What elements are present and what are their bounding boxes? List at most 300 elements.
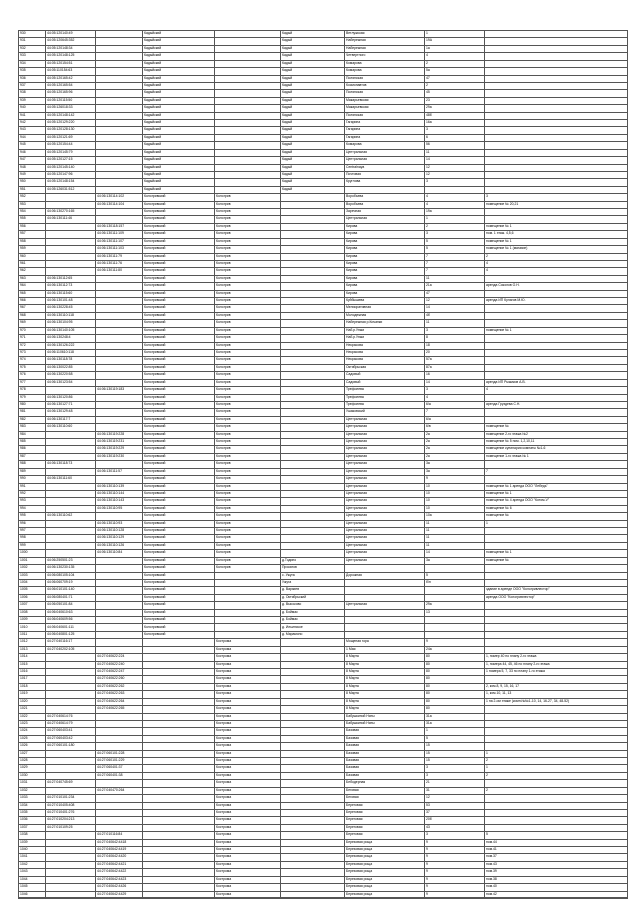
town-cell: Кологрив: [214, 342, 280, 349]
note-cell: 5: [484, 831, 628, 838]
premises-cadastral-cell: [95, 742, 142, 749]
town-cell: Кострома: [214, 742, 280, 749]
house-number-cell: 9: [424, 839, 484, 846]
row-number-cell: 930: [18, 30, 45, 37]
district-cell: [142, 698, 214, 705]
premises-cadastral-cell: 44:27:040622:260: [95, 675, 142, 682]
settlement-cell: Кадый: [280, 186, 344, 193]
town-cell: Кострома: [214, 661, 280, 668]
district-cell: Кологривский: [142, 453, 214, 460]
cadastral-number-cell: 44:05:120645:352: [45, 37, 95, 44]
note-cell: [484, 75, 628, 82]
settlement-cell: [280, 475, 344, 482]
settlement-cell: [280, 319, 344, 326]
row-number-cell: 1008: [18, 609, 45, 616]
house-number-cell: б/н: [424, 579, 484, 586]
street-cell: Базовая: [344, 735, 424, 742]
note-cell: [484, 104, 628, 111]
town-cell: Кологрив: [214, 349, 280, 356]
house-number-cell: 31: [424, 787, 484, 794]
premises-cadastral-cell: [95, 586, 142, 593]
cadastral-number-cell: 44:05:120145:79: [45, 149, 95, 156]
district-cell: [142, 794, 214, 801]
street-cell: Центральная: [344, 460, 424, 467]
street-cell: 8 Марта: [344, 675, 424, 682]
row-number-cell: 937: [18, 82, 45, 89]
house-number-cell: 29а: [424, 601, 484, 608]
district-cell: [142, 653, 214, 660]
house-number-cell: 21а: [424, 282, 484, 289]
settlement-cell: [280, 668, 344, 675]
district-cell: Кологривский: [142, 609, 214, 616]
district-cell: Кологривский: [142, 275, 214, 282]
note-cell: пом.40: [484, 883, 628, 890]
premises-cadastral-cell: [95, 282, 142, 289]
house-number-cell: 3: [424, 772, 484, 779]
district-cell: Кологривский: [142, 579, 214, 586]
note-cell: 1 номера 5, 7, 33 по плану 1-го этажа: [484, 668, 628, 675]
house-number-cell: 2: [424, 82, 484, 89]
premises-cadastral-cell: [95, 720, 142, 727]
note-cell: [484, 408, 628, 415]
row-number-cell: 981: [18, 408, 45, 415]
town-cell: Кологрив: [214, 431, 280, 438]
settlement-cell: Кадый: [280, 164, 344, 171]
note-cell: [484, 141, 628, 148]
premises-cadastral-cell: 44:06:130111:109: [95, 230, 142, 237]
district-cell: [142, 742, 214, 749]
district-cell: Кологривский: [142, 616, 214, 623]
premises-cadastral-cell: 44:06:130110:95: [95, 505, 142, 512]
house-number-cell: 5: [424, 572, 484, 579]
row-number-cell: 1010: [18, 624, 45, 631]
cadastral-number-cell: 44:06:010101:140: [45, 586, 95, 593]
row-number-cell: 990: [18, 475, 45, 482]
row-number-cell: 992: [18, 490, 45, 497]
district-cell: Кадыйский: [142, 141, 214, 148]
settlement-cell: [280, 215, 344, 222]
district-cell: Кологривский: [142, 401, 214, 408]
district-cell: [142, 853, 214, 860]
row-number-cell: 949: [18, 171, 45, 178]
house-number-cell: 80: [424, 690, 484, 697]
town-cell: Кострома: [214, 698, 280, 705]
house-number-cell: 10: [424, 490, 484, 497]
cadastral-number-cell: 44:05:120147:96: [45, 171, 95, 178]
cadastral-number-cell: [45, 868, 95, 875]
district-cell: Кадыйский: [142, 186, 214, 193]
settlement-cell: [280, 193, 344, 200]
settlement-cell: [280, 275, 344, 282]
premises-cadastral-cell: [95, 557, 142, 564]
town-cell: [214, 178, 280, 185]
town-cell: [214, 52, 280, 59]
house-number-cell: 80: [424, 653, 484, 660]
cadastral-number-cell: 44:05:120165:96: [45, 89, 95, 96]
street-cell: Куйбышева: [344, 297, 424, 304]
premises-cadastral-cell: 44:27:040622:240: [95, 661, 142, 668]
town-cell: Кологрив: [214, 453, 280, 460]
street-cell: Березовая роща: [344, 846, 424, 853]
premises-cadastral-cell: [95, 779, 142, 786]
premises-cadastral-cell: 44:27:040642:4418: [95, 839, 142, 846]
street-cell: Космонавтов: [344, 82, 424, 89]
premises-cadastral-cell: [95, 356, 142, 363]
house-number-cell: 7: [424, 408, 484, 415]
house-number-cell: 11: [424, 534, 484, 541]
street-cell: Дорожная: [344, 572, 424, 579]
district-cell: [142, 839, 214, 846]
row-number-cell: 947: [18, 156, 45, 163]
settlement-cell: д. Варзиев: [280, 586, 344, 593]
house-number-cell: 9: [424, 876, 484, 883]
street-cell: [344, 186, 424, 193]
row-number-cell: 1003: [18, 572, 45, 579]
town-cell: Кострома: [214, 735, 280, 742]
cadastral-number-cell: 44:06:080105:104: [45, 572, 95, 579]
cadastral-number-cell: 44:06:130104:95: [45, 319, 95, 326]
street-cell: Набережная р.Кичанки: [344, 319, 424, 326]
town-cell: Кострома: [214, 861, 280, 868]
note-cell: [484, 156, 628, 163]
town-cell: [214, 30, 280, 37]
house-number-cell: 5: [424, 735, 484, 742]
row-number-cell: 1031: [18, 779, 45, 786]
house-number-cell: 45: [424, 89, 484, 96]
cadastral-number-cell: 44:06:130110:60: [45, 423, 95, 430]
town-cell: Кострома: [214, 883, 280, 890]
note-cell: помещение № 5 пом. 1,2,10,11: [484, 438, 628, 445]
town-cell: Кострома: [214, 831, 280, 838]
house-number-cell: 47: [424, 75, 484, 82]
note-cell: [484, 742, 628, 749]
town-cell: Кологрив: [214, 260, 280, 267]
premises-cadastral-cell: [95, 802, 142, 809]
settlement-cell: [280, 839, 344, 846]
house-number-cell: 10а: [424, 512, 484, 519]
house-number-cell: 16а: [424, 119, 484, 126]
note-cell: [484, 82, 628, 89]
cadastral-number-cell: 44:06:040801:125: [45, 631, 95, 638]
town-cell: Кологрив: [214, 193, 280, 200]
note-cell: [484, 149, 628, 156]
premises-cadastral-cell: [95, 82, 142, 89]
district-cell: Кологривский: [142, 445, 214, 452]
house-number-cell: 57а: [424, 356, 484, 363]
cadastral-number-cell: 44:05:120115:50: [45, 97, 95, 104]
settlement-cell: Кадый: [280, 60, 344, 67]
row-number-cell: 1001: [18, 557, 45, 564]
street-cell: Кирова: [344, 290, 424, 297]
cadastral-number-cell: [45, 787, 95, 794]
premises-cadastral-cell: [95, 601, 142, 608]
district-cell: [142, 816, 214, 823]
house-number-cell: 11: [424, 520, 484, 527]
premises-cadastral-cell: [95, 319, 142, 326]
row-number-cell: 976: [18, 371, 45, 378]
note-cell: [484, 112, 628, 119]
cadastral-number-cell: [45, 542, 95, 549]
row-number-cell: 934: [18, 60, 45, 67]
settlement-cell: Кадый: [280, 89, 344, 96]
cadastral-number-cell: 44:27:040202:105: [45, 646, 95, 653]
street-cell: Октябрьская: [344, 364, 424, 371]
house-number-cell: 24а: [424, 646, 484, 653]
premises-cadastral-cell: 44:06:130110:144: [95, 490, 142, 497]
cadastral-number-cell: 44:05:120128:130: [45, 126, 95, 133]
house-number-cell: 12: [424, 297, 484, 304]
premises-cadastral-cell: [95, 816, 142, 823]
cadastral-number-cell: [45, 267, 95, 274]
district-cell: [142, 638, 214, 645]
note-cell: помещение № 1 (магазин): [484, 245, 628, 252]
note-cell: [484, 186, 628, 193]
settlement-cell: [280, 794, 344, 801]
settlement-cell: Кадый: [280, 149, 344, 156]
street-cell: Макарьевская: [344, 104, 424, 111]
premises-cadastral-cell: 44:27:060101:229: [95, 757, 142, 764]
town-cell: [214, 601, 280, 608]
settlement-cell: [280, 816, 344, 823]
premises-cadastral-cell: [95, 809, 142, 816]
cadastral-number-cell: 44:27:010401:276: [45, 809, 95, 816]
street-cell: [344, 631, 424, 638]
row-number-cell: 938: [18, 89, 45, 96]
premises-cadastral-cell: 44:06:130118:157: [95, 223, 142, 230]
settlement-cell: [280, 438, 344, 445]
cadastral-number-cell: [45, 483, 95, 490]
town-cell: Кологрив: [214, 386, 280, 393]
district-cell: [142, 846, 214, 853]
town-cell: Кострома: [214, 876, 280, 883]
district-cell: Кадыйский: [142, 75, 214, 82]
street-cell: Центральная: [344, 534, 424, 541]
row-number-cell: 1023: [18, 720, 45, 727]
premises-cadastral-cell: 44:06:130110:84: [95, 549, 142, 556]
note-cell: [484, 579, 628, 586]
district-cell: Кологривский: [142, 416, 214, 423]
house-number-cell: 11: [424, 319, 484, 326]
cadastral-number-cell: 44:05:120154:44: [45, 141, 95, 148]
house-number-cell: 2: [424, 60, 484, 67]
town-cell: Кострома: [214, 668, 280, 675]
note-cell: [484, 304, 628, 311]
district-cell: Кологривский: [142, 327, 214, 334]
district-cell: Кологривский: [142, 549, 214, 556]
settlement-cell: [280, 468, 344, 475]
row-number-cell: 964: [18, 282, 45, 289]
district-cell: Кадыйский: [142, 82, 214, 89]
note-cell: [484, 564, 628, 571]
row-number-cell: 1033: [18, 794, 45, 801]
cadastral-number-cell: 44:27:040116:17: [45, 638, 95, 645]
district-cell: [142, 646, 214, 653]
street-cell: Трефолева: [344, 394, 424, 401]
street-cell: Центральная: [344, 416, 424, 423]
premises-cadastral-cell: 44:27:060401:38: [95, 772, 142, 779]
town-cell: [214, 149, 280, 156]
settlement-cell: Кадый: [280, 156, 344, 163]
premises-cadastral-cell: [95, 67, 142, 74]
town-cell: [214, 82, 280, 89]
settlement-cell: д. Октябрьский: [280, 594, 344, 601]
house-number-cell: [424, 586, 484, 593]
district-cell: Кологривский: [142, 312, 214, 319]
house-number-cell: [424, 631, 484, 638]
house-number-cell: 9: [424, 853, 484, 860]
row-number-cell: 960: [18, 253, 45, 260]
settlement-cell: [280, 653, 344, 660]
house-number-cell: 3а: [424, 557, 484, 564]
premises-cadastral-cell: 44:27:060401:37: [95, 764, 142, 771]
row-number-cell: 955: [18, 215, 45, 222]
cadastral-number-cell: [45, 549, 95, 556]
note-cell: 7: [484, 468, 628, 475]
note-cell: [484, 290, 628, 297]
settlement-cell: [280, 334, 344, 341]
house-number-cell: 3а: [424, 468, 484, 475]
settlement-cell: [280, 750, 344, 757]
district-cell: Кологривский: [142, 238, 214, 245]
premises-cadastral-cell: [95, 342, 142, 349]
row-number-cell: 1030: [18, 772, 45, 779]
row-number-cell: 939: [18, 97, 45, 104]
cadastral-number-cell: [45, 534, 95, 541]
row-number-cell: 1046: [18, 891, 45, 898]
town-cell: Кологрив: [214, 460, 280, 467]
house-number-cell: 9: [424, 883, 484, 890]
street-cell: Центральная: [344, 149, 424, 156]
town-cell: Кологрив: [214, 253, 280, 260]
settlement-cell: [280, 675, 344, 682]
street-cell: Центральная: [344, 505, 424, 512]
district-cell: Кологривский: [142, 460, 214, 467]
note-cell: [484, 52, 628, 59]
row-number-cell: 952: [18, 193, 45, 200]
note-cell: 1: [484, 750, 628, 757]
house-number-cell: 13: [424, 609, 484, 616]
house-number-cell: 2а: [424, 438, 484, 445]
note-cell: здание в аренде ООО "Кологривлестор": [484, 586, 628, 593]
premises-cadastral-cell: [95, 52, 142, 59]
premises-cadastral-cell: [95, 646, 142, 653]
row-number-cell: 1020: [18, 698, 45, 705]
house-number-cell: 80: [424, 675, 484, 682]
town-cell: [214, 156, 280, 163]
town-cell: [214, 579, 280, 586]
note-cell: 4: [484, 260, 628, 267]
street-cell: Центральная: [344, 542, 424, 549]
street-cell: Центральная: [344, 215, 424, 222]
settlement-cell: Кадый: [280, 134, 344, 141]
street-cell: Березовая роща: [344, 868, 424, 875]
table-row: [18, 891, 628, 899]
premises-cadastral-cell: 44:27:010116:84: [95, 831, 142, 838]
town-cell: [214, 126, 280, 133]
cadastral-number-cell: [45, 193, 95, 200]
house-number-cell: 5а: [424, 67, 484, 74]
cadastral-number-cell: [45, 260, 95, 267]
settlement-cell: [280, 698, 344, 705]
settlement-cell: [280, 646, 344, 653]
premises-cadastral-cell: 44:27:040622:263: [95, 690, 142, 697]
premises-cadastral-cell: [95, 97, 142, 104]
settlement-cell: [280, 497, 344, 504]
note-cell: [484, 720, 628, 727]
district-cell: [142, 690, 214, 697]
note-cell: 2: [484, 253, 628, 260]
street-cell: Воробьева: [344, 201, 424, 208]
cadastral-number-cell: 44:05:110154:63: [45, 67, 95, 74]
cadastral-number-cell: 44:06:130118:73: [45, 460, 95, 467]
district-cell: Кологривский: [142, 483, 214, 490]
cadastral-number-cell: [45, 490, 95, 497]
row-number-cell: 1034: [18, 802, 45, 809]
cadastral-number-cell: 44:06:130111:60: [45, 475, 95, 482]
town-cell: Кологрив: [214, 327, 280, 334]
premises-cadastral-cell: [95, 564, 142, 571]
row-number-cell: 1017: [18, 675, 45, 682]
settlement-cell: Ужуга: [280, 579, 344, 586]
settlement-cell: [280, 727, 344, 734]
note-cell: помещение 1-го этажа № 1: [484, 453, 628, 460]
house-number-cell: 15: [424, 757, 484, 764]
settlement-cell: [280, 512, 344, 519]
town-cell: Кологрив: [214, 290, 280, 297]
row-number-cell: 1004: [18, 579, 45, 586]
note-cell: помещение 2-го этажа №2: [484, 431, 628, 438]
district-cell: Кадыйский: [142, 104, 214, 111]
row-number-cell: 1007: [18, 601, 45, 608]
town-cell: [214, 171, 280, 178]
town-cell: [214, 134, 280, 141]
settlement-cell: Кадый: [280, 45, 344, 52]
town-cell: Кологрив: [214, 238, 280, 245]
district-cell: Кологривский: [142, 505, 214, 512]
town-cell: Кострома: [214, 653, 280, 660]
cadastral-number-cell: 44:05:120148:142: [45, 112, 95, 119]
premises-cadastral-cell: [95, 334, 142, 341]
district-cell: [142, 831, 214, 838]
row-number-cell: 942: [18, 119, 45, 126]
cadastral-number-cell: 44:06:130110:62: [45, 512, 95, 519]
town-cell: Кологрив: [214, 475, 280, 482]
note-cell: [484, 794, 628, 801]
house-number-cell: 4: [424, 201, 484, 208]
row-number-cell: 961: [18, 260, 45, 267]
premises-cadastral-cell: [95, 349, 142, 356]
street-cell: Ветлужская: [344, 30, 424, 37]
row-number-cell: 977: [18, 379, 45, 386]
street-cell: Кирова: [344, 267, 424, 274]
street-cell: Центральная: [344, 423, 424, 430]
settlement-cell: [280, 742, 344, 749]
premises-cadastral-cell: [95, 638, 142, 645]
row-number-cell: 1029: [18, 764, 45, 771]
row-number-cell: 973: [18, 349, 45, 356]
district-cell: Кологривский: [142, 557, 214, 564]
town-cell: [214, 104, 280, 111]
house-number-cell: 3а: [424, 460, 484, 467]
premises-cadastral-cell: 44:06:130111:79: [95, 253, 142, 260]
district-cell: Кологривский: [142, 297, 214, 304]
district-cell: Кологривский: [142, 193, 214, 200]
cadastral-number-cell: 44:05:120129:220: [45, 119, 95, 126]
note-cell: пом.39: [484, 868, 628, 875]
town-cell: Кострома: [214, 720, 280, 727]
row-number-cell: 1012: [18, 638, 45, 645]
row-number-cell: 975: [18, 364, 45, 371]
